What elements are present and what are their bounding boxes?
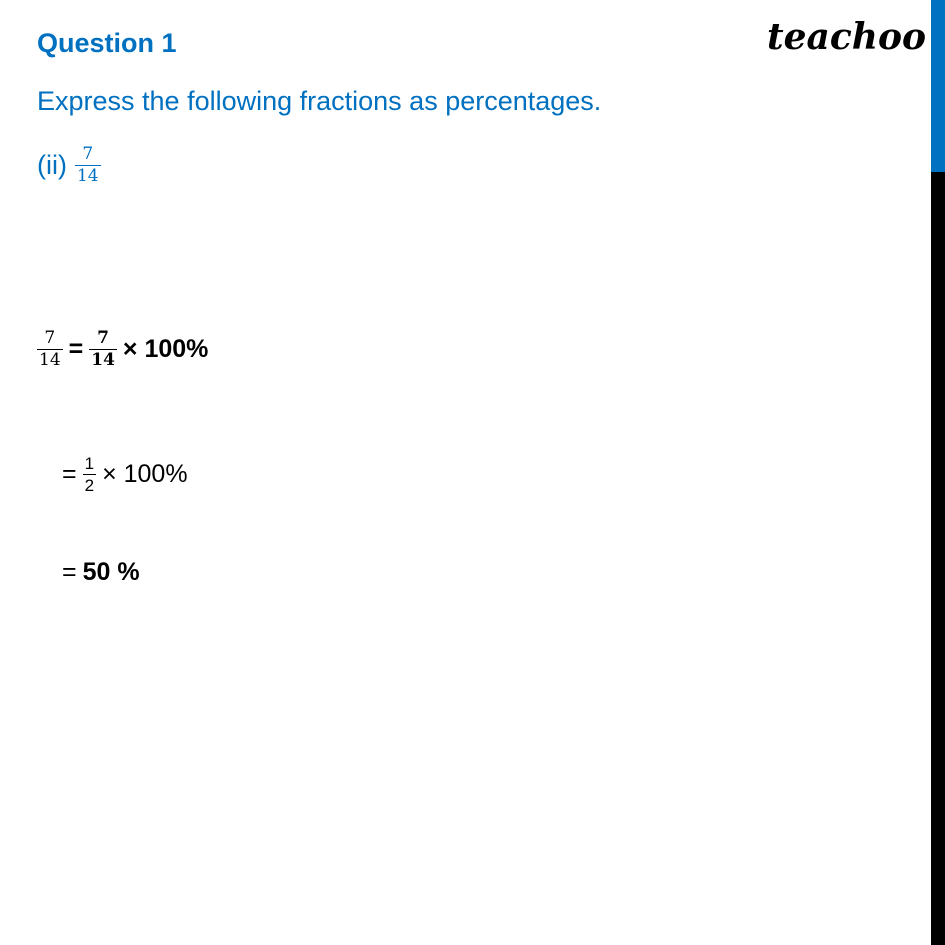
question-prompt: Express the following fractions as percentages. bbox=[37, 86, 602, 116]
part-label: (ii) bbox=[37, 150, 67, 180]
final-answer: 50 % bbox=[82, 558, 140, 586]
numerator: 7 bbox=[97, 328, 109, 348]
numerator: 7 bbox=[44, 328, 56, 348]
multiplier-text: × 100% bbox=[122, 335, 209, 363]
fraction-lhs bbox=[37, 330, 63, 369]
denominator: 2 bbox=[84, 476, 95, 495]
equals-sign: = bbox=[62, 460, 77, 488]
fraction-half bbox=[83, 455, 96, 494]
side-bar-dark bbox=[931, 172, 945, 945]
numerator: 7 bbox=[82, 144, 94, 164]
equals-sign: = bbox=[68, 335, 84, 363]
equals-sign: = bbox=[62, 558, 77, 586]
solution-step-1 bbox=[37, 330, 208, 369]
denominator: 14 bbox=[39, 350, 61, 370]
side-bar-accent bbox=[931, 0, 945, 172]
question-title: Question 1 bbox=[37, 28, 177, 58]
question-part bbox=[37, 146, 101, 185]
numerator: 1 bbox=[84, 454, 95, 473]
part-fraction bbox=[75, 146, 101, 185]
solution-step-3 bbox=[62, 558, 140, 587]
solution-step-2 bbox=[62, 455, 188, 494]
multiplier-text: × 100% bbox=[102, 460, 188, 488]
fraction-rhs bbox=[89, 330, 117, 369]
denominator: 14 bbox=[76, 166, 99, 186]
denominator: 14 bbox=[91, 350, 115, 370]
teachoo-logo: teachoo bbox=[767, 16, 926, 58]
